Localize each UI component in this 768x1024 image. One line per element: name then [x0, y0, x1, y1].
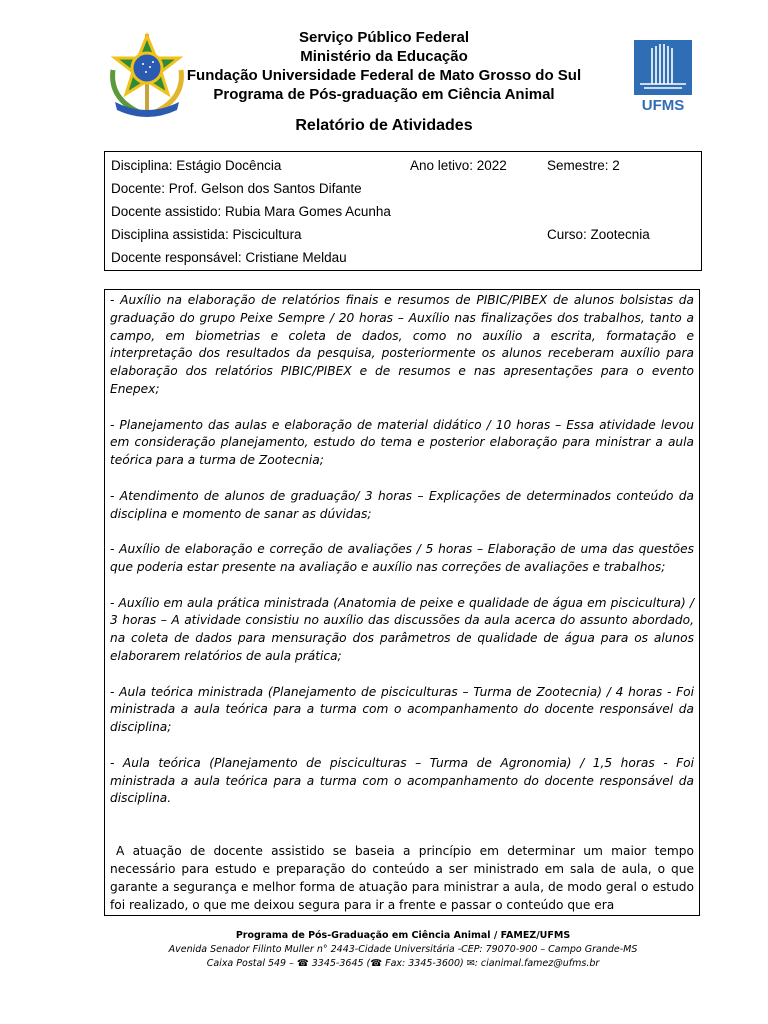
- header-line-1: Serviço Público Federal: [298, 29, 470, 46]
- activity-item: - Aula teórica (Planejamento de pisciculturas – Turma de Agronomia) / 1,5 horas - Foi ministrada a aula teórica para a turma com o acompanhamento do docente responsável da disciplina.: [110, 755, 694, 806]
- info-ano-letivo: Ano letivo: 2022: [410, 158, 507, 173]
- info-docente: Docente: Prof. Gelson dos Santos Difante: [111, 181, 362, 196]
- info-curso: Curso: Zootecnia: [547, 227, 650, 242]
- info-disciplina-assistida: Disciplina assistida: Piscicultura: [111, 227, 302, 242]
- report-title: Relatório de Atividades: [295, 117, 473, 134]
- activities-box: [104, 289, 700, 916]
- activity-item: - Auxílio de elaboração e correção de avaliações / 5 horas – Elaboração de uma das questões que poderia estar presente na avaliação e auxílio nas correções de avaliações e trabalhos;: [110, 542, 694, 574]
- ufms-logo-text: UFMS: [641, 97, 685, 112]
- header-line-3: Fundação Universidade Federal de Mato Grosso do Sul: [186, 67, 582, 84]
- activity-item: - Auxílio em aula prática ministrada (Anatomia de peixe e qualidade de água em piscicultura) / 3 horas – A atividade consistiu no auxílio das discussões da aula acerca do assunto abordado, na coleta de dados para mensuração dos parâmetros de qualidade de água para os alunos elaborarem relatórios de aula prática;: [110, 595, 694, 663]
- info-disciplina: Disciplina: Estágio Docência: [111, 158, 282, 173]
- info-docente-assistido: Docente assistido: Rubia Mara Gomes Acunha: [111, 204, 391, 219]
- footer-address: Avenida Senador Filinto Muller n° 2443-Cidade Universitária -CEP: 79070-900 – Campo Grande-MS: [168, 944, 638, 955]
- conclusion-paragraph: A atuação de docente assistido se baseia a princípio em determinar um maior tempo necessário para estudo e preparação do conteúdo a ser ministrado em sala de aula, o que garante a segurança e melhor forma de atuação para ministrar a aula, de modo geral o estudo foi realizado, o que me deixou segura para ir a frente e passar o conteúdo que era: [110, 844, 694, 912]
- activity-item: - Atendimento de alunos de graduação/ 3 horas – Explicações de determinados conteúdo da disciplina e momento de sanar as dúvidas;: [110, 488, 694, 521]
- activity-item: - Auxílio na elaboração de relatórios finais e resumos de PIBIC/PIBEX de alunos bolsistas da graduação do grupo Peixe Sempre / 20 horas – Auxílio nas finalizações dos trabalhos, tanto a campo, em biometrias e coleta de dados, como no auxílio a escrita, formatação e interpretação dos resultados da pesquisa, posteriormente os alunos receberam auxílio para elaboração dos relatórios PIBIC/PIBEX e de resumos e nas apresentações para o evento Enepex;: [110, 293, 694, 396]
- ufms-logo-icon: [634, 40, 692, 112]
- footer-program: Programa de Pós-Graduação em Ciência Animal / FAMEZ/UFMS: [235, 930, 571, 941]
- course-info-box: [104, 151, 702, 271]
- header-line-2: Ministério da Educação: [300, 48, 468, 65]
- ufms-logo: [634, 40, 692, 112]
- info-docente-responsavel: Docente responsável: Cristiane Meldau: [111, 250, 347, 265]
- page-footer: [0, 928, 768, 971]
- activity-item: - Planejamento das aulas e elaboração de material didático / 10 horas – Essa atividade levou em consideração planejamento, estudo do tema e posterior elaboração para ministrar a aula teórica para a turma de Zootecnia;: [110, 417, 694, 468]
- activity-item: - Aula teórica ministrada (Planejamento de pisciculturas – Turma de Zootecnia) / 4 horas - Foi ministrada a aula teórica para a turma com o acompanhamento do docente responsável da disciplina;: [110, 684, 694, 735]
- header-line-4: Programa de Pós-graduação em Ciência Animal: [213, 86, 555, 103]
- info-semestre: Semestre: 2: [547, 158, 620, 173]
- footer-contact: Caixa Postal 549 – ☎ 3345-3645 (☎ Fax: 3345-3600) ✉: cianimal.famez@ufms.br: [206, 958, 600, 969]
